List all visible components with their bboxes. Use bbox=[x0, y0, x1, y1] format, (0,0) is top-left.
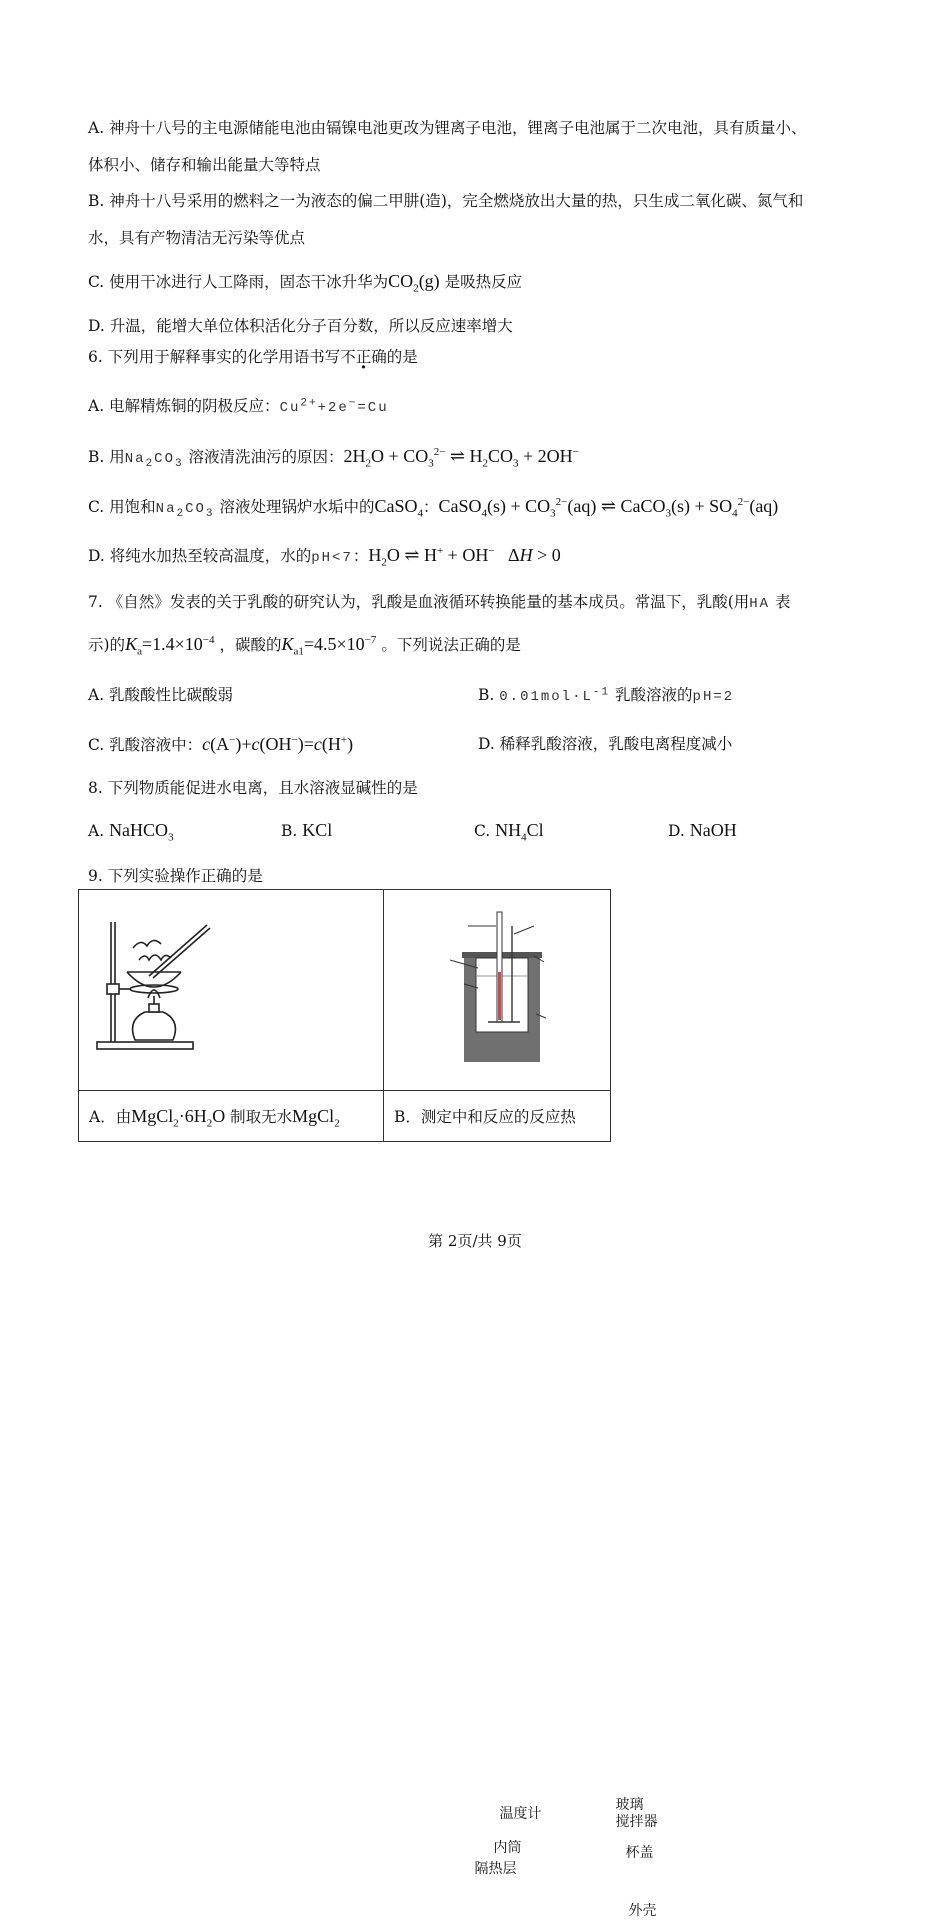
label-inner-cup: 内筒 bbox=[493, 1839, 522, 1856]
label-lid: 杯盖 bbox=[625, 1844, 654, 1861]
evaporation-apparatus-figure bbox=[79, 890, 383, 1086]
label-stirrer: 搅拌器 bbox=[615, 1813, 658, 1830]
q5-option-a-line1: A. 神舟十八号的主电源储能电池由镉镍电池更改为锂离子电池，锂离子电池属于二次电池，具有质量小、 bbox=[88, 119, 807, 137]
q5-option-c: C. 使用干冰进行人工降雨，固态干冰升华为$CO_2(g)$ 是吸热反应 bbox=[88, 271, 523, 295]
option-b-caption: B．测定中和反应的反应热 bbox=[384, 1091, 611, 1142]
q7-option-a: A. 乳酸酸性比碳酸弱 bbox=[88, 686, 234, 704]
q9-stem: 9. 下列实验操作正确的是 bbox=[88, 867, 263, 885]
q8-stem: 8. 下列物质能促进水电离，且水溶液显碱性的是 bbox=[88, 779, 418, 797]
q7-option-b: B. $0.01mol\cdot L^{-1}$ 乳酸溶液的pH=2 bbox=[478, 686, 735, 705]
q7-option-d: D. 稀释乳酸溶液，乳酸电离程度减小 bbox=[478, 735, 733, 753]
q6-option-d: D. 将纯水加热至较高温度，水的pH<7：$H_2O$ ⇌ H+ + OH− ΔH > 0 bbox=[88, 545, 561, 569]
q7-stem-line2: 示)的$K_a=1.4\times 10^{-4}$ ，碳酸的$K_{a1}=4.5\times 10^{-7}$ 。下列说法正确的是 bbox=[88, 634, 521, 658]
label-insulation: 隔热层 bbox=[474, 1860, 517, 1877]
figure-a-cell bbox=[79, 890, 384, 1091]
option-a-caption: A．由$MgCl_2\cdot 6H_2O$ 制取无水MgCl$_2$ bbox=[79, 1091, 384, 1142]
q5-option-b-line2: 水，具有产物清洁无污染等优点 bbox=[88, 229, 306, 247]
q8-option-a: A. NaHCO$_3$ bbox=[88, 820, 174, 844]
page-footer: 第 2页/共 9页 bbox=[428, 1232, 522, 1250]
q5-option-a-line2: 体积小、储存和输出能量大等特点 bbox=[88, 156, 321, 174]
label-thermometer: 温度计 bbox=[499, 1805, 542, 1822]
q7-option-c: C. 乳酸溶液中：c(A−)+c(OH−)=c(H+) bbox=[88, 734, 354, 754]
q8-option-c: C. $NH_4Cl$ bbox=[474, 820, 544, 844]
label-shell: 外壳 bbox=[628, 1902, 657, 1919]
hydrazine-glyph: 造 bbox=[425, 192, 441, 210]
q6-emphasis: 不正确 bbox=[340, 348, 387, 366]
q7-stem-line1: 7. 《自然》发表的关于乳酸的研究认为，乳酸是血液循环转换能量的基本成员。常温下，乳酸(用HA 表 bbox=[88, 593, 791, 612]
q5-option-d: D. 升温，能增大单位体积活化分子百分数，所以反应速率增大 bbox=[88, 317, 513, 335]
q6-option-b: B. 用$Na_2CO_3$ 溶液清洗油污的原因：$2H_2O + CO_3^{2-}$ ⇌ $H_2CO_3 + 2OH^-$ bbox=[88, 446, 579, 470]
q5-option-b-line1: B. 神舟十八号采用的燃料之一为液态的偏二甲肼(造)，完全燃烧放出大量的热，只生成二氧化碳、氮气和 bbox=[88, 192, 804, 210]
q6-option-a: A. 电解精炼铜的阴极反应：$Cu^{2+}+2e^-=Cu$ bbox=[88, 397, 389, 416]
q8-option-b: B. KCl bbox=[281, 820, 333, 840]
q6-stem: 6. 下列用于解释事实的化学用语书写不正确的是 bbox=[88, 348, 418, 366]
calorimeter-figure bbox=[384, 890, 610, 1086]
q6-option-c: C. 用饱和$Na_2CO_3$ 溶液处理锅炉水垢中的CaSO$_4$：CaSO$_4$(s) + $CO_3^{2-}(aq)$ ⇌ CaCO$_3$(s) + $SO_4^{2-}(aq)$ bbox=[88, 496, 779, 520]
q8-option-d: D. NaOH bbox=[668, 820, 737, 840]
label-glass: 玻璃 bbox=[615, 1796, 644, 1813]
